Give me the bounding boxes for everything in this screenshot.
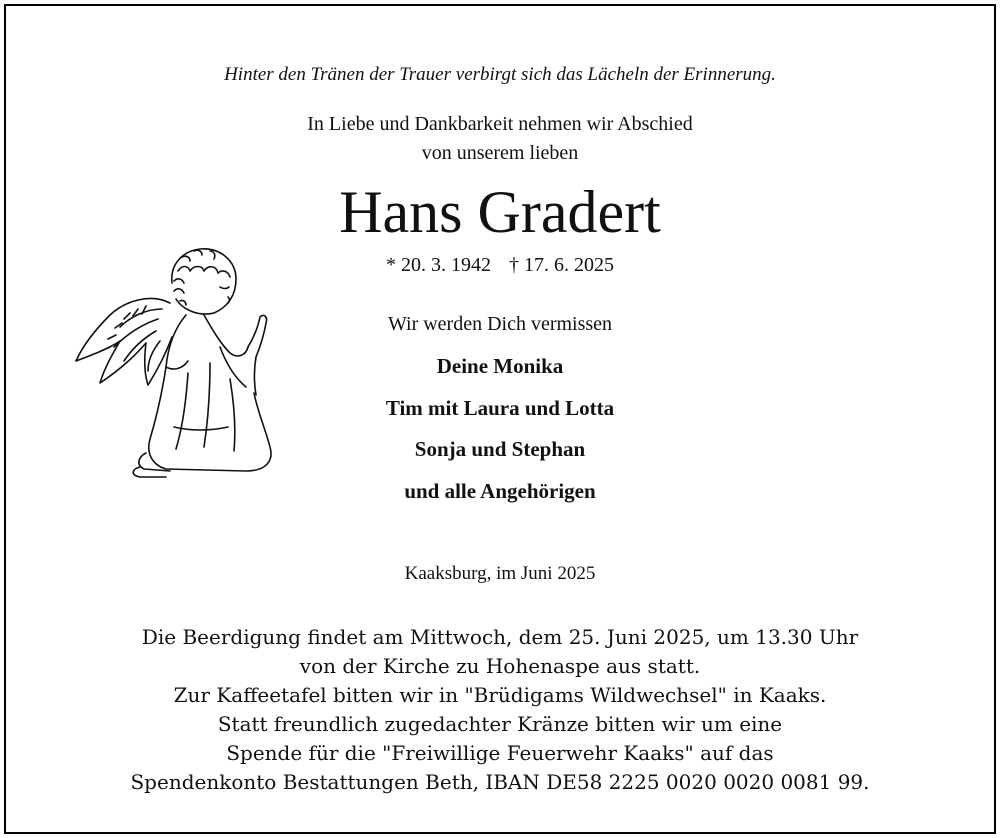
funeral-line-6: Spendenkonto Bestattungen Beth, IBAN DE58 2225 0020 0020 0081 99. xyxy=(130,770,870,794)
funeral-line-2: von der Kirche zu Hohenaspe aus statt. xyxy=(299,654,701,678)
intro-line-2: von unserem lieben xyxy=(421,142,579,164)
place-date: Kaaksburg, im Juni 2025 xyxy=(404,563,596,584)
death-date: † 17. 6. 2025 xyxy=(509,254,614,276)
deceased-name: Hans Gradert xyxy=(339,179,661,245)
funeral-line-4: Statt freundlich zugedachter Kränze bitten wir um eine xyxy=(217,712,783,736)
motto: Hinter den Tränen der Trauer verbirgt sich das Lächeln der Erinnerung. xyxy=(224,64,776,85)
birth-date: * 20. 3. 1942 xyxy=(386,254,491,276)
signer-2: Tim mit Laura und Lotta xyxy=(385,396,615,420)
funeral-line-3: Zur Kaffeetafel bitten wir in "Brüdigams Wildwechsel" in Kaaks. xyxy=(173,683,827,707)
signer-3: Sonja und Stephan xyxy=(414,437,586,461)
intro-line-1: In Liebe und Dankbarkeit nehmen wir Abschied xyxy=(307,113,693,135)
funeral-line-1: Die Beerdigung findet am Mittwoch, dem 25. Juni 2025, um 13.30 Uhr xyxy=(141,625,859,649)
funeral-line-5: Spende für die "Freiwillige Feuerwehr Kaaks" auf das xyxy=(226,741,774,765)
signer-4: und alle Angehörigen xyxy=(404,479,596,503)
miss-line: Wir werden Dich vermissen xyxy=(387,313,613,335)
signer-1: Deine Monika xyxy=(436,354,564,378)
